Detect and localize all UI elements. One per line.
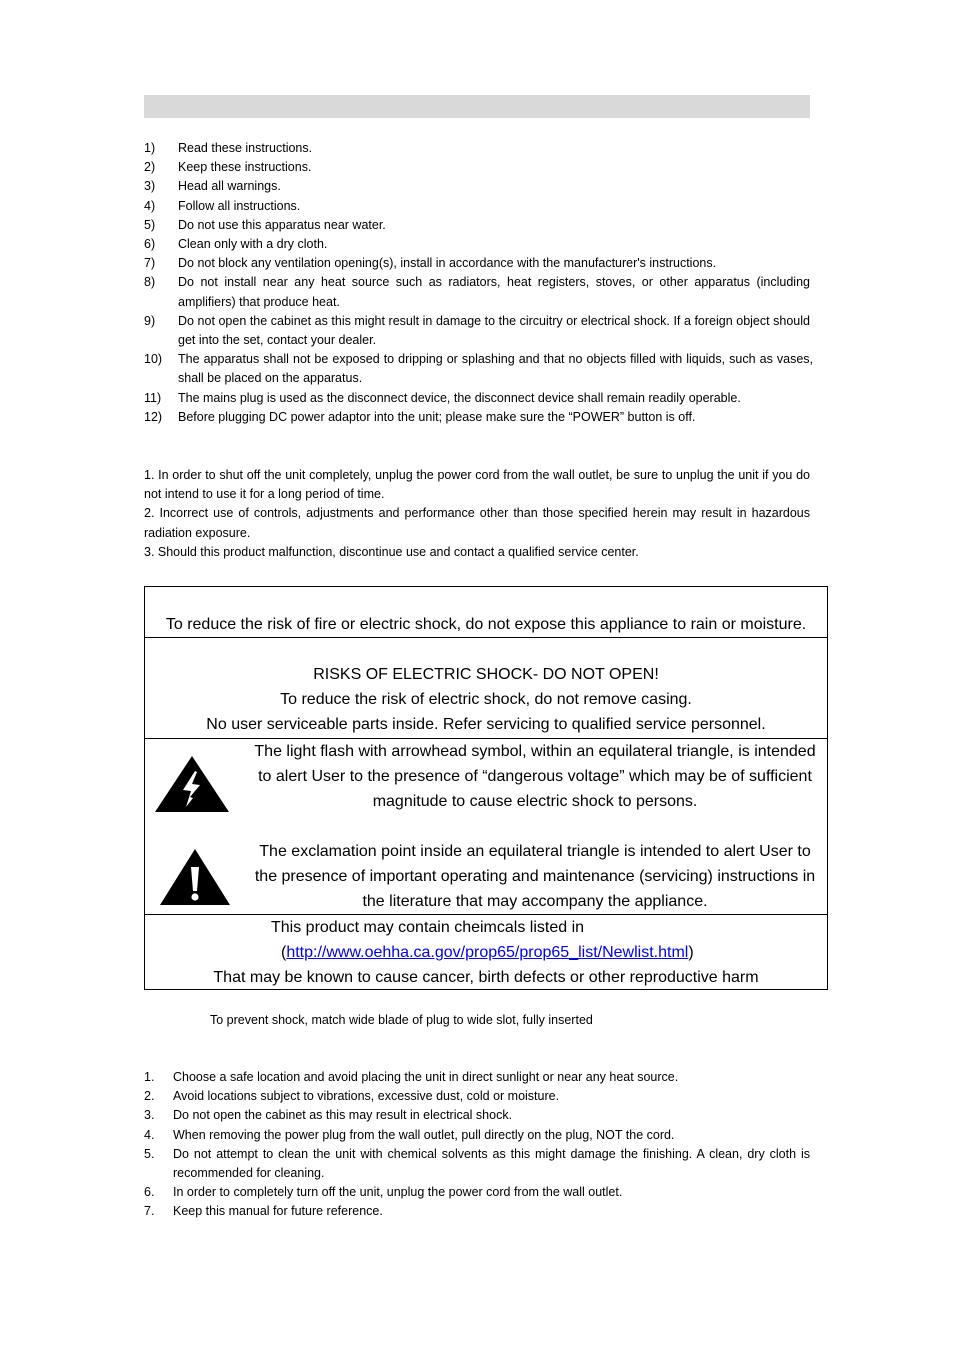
- item-number: 2.: [144, 1089, 155, 1104]
- list-item: [144, 158, 810, 177]
- list-item: [144, 312, 810, 350]
- item-text: Keep this manual for future reference.: [173, 1204, 383, 1219]
- item-text: Do not open the cabinet as this might result in damage to the circuitry or electrical shock. If a foreign object should get into the set, contact your dealer.: [178, 313, 810, 348]
- item-number: 5.: [144, 1146, 155, 1161]
- item-text: Do not block any ventilation opening(s), install in accordance with the manufacturer's instructions.: [178, 256, 717, 271]
- item-text: Head all warnings.: [178, 179, 281, 194]
- placement-instructions-list: [144, 1068, 810, 1222]
- item-text: Keep these instructions.: [178, 160, 312, 175]
- rain-warning-section: [145, 587, 827, 638]
- item-number: 1.: [144, 1070, 155, 1084]
- item-text: In order to completely turn off the unit, unplug the power cord from the wall outlet.: [173, 1185, 623, 1200]
- paren-open: (: [281, 944, 287, 961]
- item-number: 3.: [144, 1108, 155, 1123]
- item-number: 9): [144, 313, 156, 328]
- prop65-section: [145, 915, 827, 989]
- prop65-line: That may be known to cause cancer, birth defects or other reproductive harm: [213, 969, 759, 986]
- item-number: 1): [144, 141, 156, 155]
- list-item: [144, 273, 810, 311]
- item-number: 10): [144, 352, 163, 367]
- item-number: 3): [144, 179, 156, 194]
- list-item: [144, 350, 813, 388]
- list-item: [144, 1087, 810, 1106]
- lightning-triangle-icon: [154, 755, 230, 813]
- list-item: [144, 1145, 810, 1183]
- shock-warning-line: No user serviceable parts inside. Refer servicing to qualified service personnel.: [206, 716, 766, 733]
- list-item: [144, 197, 810, 216]
- item-number: 8): [144, 275, 156, 290]
- safety-instructions-list: [144, 139, 813, 427]
- symbol-explanation-section: [145, 739, 827, 915]
- item-text: Avoid locations subject to vibrations, excessive dust, cold or moisture.: [173, 1089, 560, 1104]
- prop65-line: This product may contain cheimcals listed in: [271, 919, 585, 936]
- prop65-link-line: [281, 940, 694, 965]
- list-item: [144, 216, 810, 235]
- item-text: Do not attempt to clean the unit with chemical solvents as this might damage the finishing. A clean, dry cloth is recommended for cleaning.: [173, 1146, 810, 1181]
- rain-warning-text: To reduce the risk of fire or electric shock, do not expose this appliance to rain or moisture.: [165, 616, 807, 633]
- item-text: The mains plug is used as the disconnect device, the disconnect device shall remain readily operable.: [178, 390, 741, 405]
- item-number: 6.: [144, 1185, 155, 1200]
- warning-box: [144, 586, 828, 990]
- item-number: 7): [144, 256, 156, 271]
- item-text: Before plugging DC power adaptor into the unit; please make sure the “POWER” button is off.: [178, 409, 696, 424]
- list-item: [144, 1126, 810, 1145]
- item-number: 4): [144, 198, 156, 213]
- list-item: [144, 389, 810, 408]
- note-paragraph: 1. In order to shut off the unit completely, unplug the power cord from the wall outlet, be sure to unplug the unit if you do not intend to use it for a long period of time.: [144, 468, 810, 502]
- item-text: Do not open the cabinet as this may result in electrical shock.: [173, 1108, 513, 1123]
- list-item: [144, 1068, 810, 1087]
- item-number: 12): [144, 409, 163, 424]
- item-number: 11): [144, 390, 162, 405]
- list-item: [144, 177, 810, 196]
- item-number: 7.: [144, 1204, 155, 1219]
- item-number: 5): [144, 217, 156, 232]
- shock-warning-title: RISKS OF ELECTRIC SHOCK- DO NOT OPEN!: [313, 666, 659, 683]
- item-text: Follow all instructions.: [178, 198, 301, 213]
- note-paragraph: 2. Incorrect use of controls, adjustments and performance other than those specified herein may result in hazardous radiation exposure.: [144, 506, 810, 540]
- list-item: [144, 1106, 810, 1125]
- list-item: [144, 1202, 810, 1221]
- paren-close: ): [688, 944, 694, 961]
- note-paragraph: 3. Should this product malfunction, discontinue use and contact a qualified service center.: [144, 544, 639, 559]
- list-item: [144, 408, 810, 427]
- section-header-bar: [144, 95, 810, 118]
- item-text: The apparatus shall not be exposed to dripping or splashing and that no objects filled with liquids, such as vases, shall be placed on the apparatus.: [178, 352, 813, 386]
- lightning-explanation: The light flash with arrowhead symbol, within an equilateral triangle, is intended to alert User to the presence of “dangerous voltage” which may be of sufficient magnitude to cause electric shock to persons.: [254, 743, 816, 810]
- shock-warning-line: To reduce the risk of electric shock, do not remove casing.: [280, 691, 692, 708]
- item-number: 6): [144, 237, 156, 252]
- exclamation-explanation: The exclamation point inside an equilateral triangle is intended to alert User to the presence of important operating and maintenance (servicing) instructions in the literature that may accompany the appliance.: [254, 843, 816, 910]
- list-item: [144, 139, 810, 158]
- prop65-link[interactable]: http://www.oehha.ca.gov/prop65/prop65_list/Newlist.html: [286, 944, 689, 961]
- plug-note: To prevent shock, match wide blade of plug to wide slot, fully inserted: [210, 1013, 593, 1027]
- item-text: Choose a safe location and avoid placing the unit in direct sunlight or near any heat source.: [173, 1070, 679, 1084]
- item-text: When removing the power plug from the wall outlet, pull directly on the plug, NOT the cord.: [173, 1127, 675, 1142]
- list-item: [144, 254, 810, 273]
- list-item: [144, 1183, 810, 1202]
- exclamation-triangle-icon: [159, 848, 231, 906]
- notes-section: [144, 466, 810, 562]
- shock-warning-section: [145, 638, 827, 739]
- item-text: Clean only with a dry cloth.: [178, 237, 328, 252]
- item-number: 4.: [144, 1127, 155, 1142]
- list-item: [144, 235, 810, 254]
- item-text: Do not use this apparatus near water.: [178, 217, 386, 232]
- item-text: Do not install near any heat source such as radiators, heat registers, stoves, or other apparatus (including amplifiers) that produce heat.: [178, 275, 810, 309]
- item-number: 2): [144, 160, 156, 175]
- item-text: Read these instructions.: [178, 141, 313, 155]
